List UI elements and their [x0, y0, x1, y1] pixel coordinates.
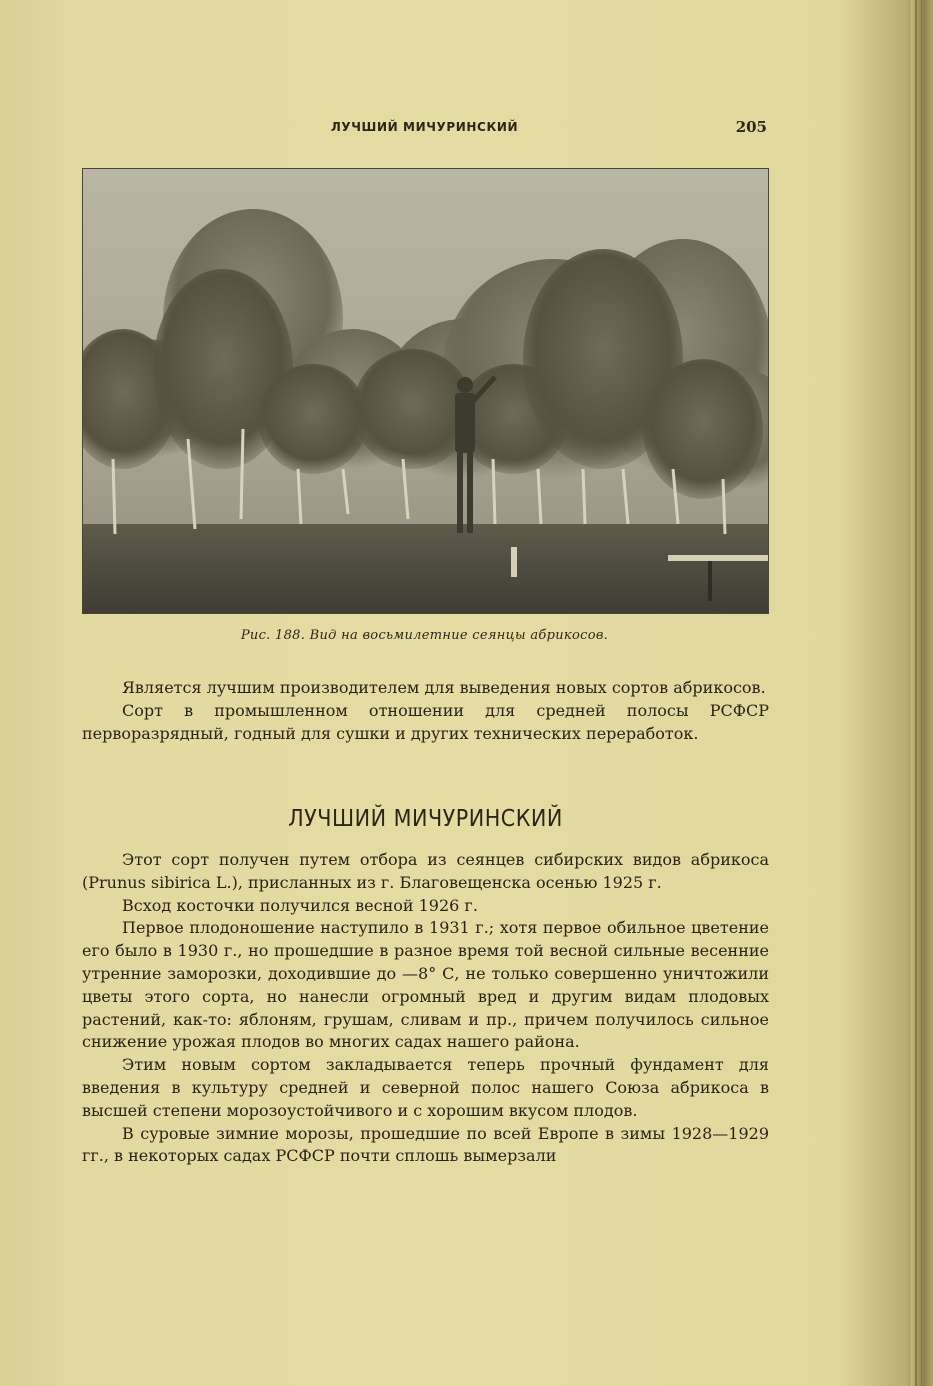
page-edge — [911, 0, 933, 1386]
section-text — [82, 849, 769, 1168]
intro-text — [82, 677, 769, 745]
paragraph: Сорт в промышленном отношении для средней полосы РСФСР перворазрядный, годный для сушки и других технических переработок. — [82, 700, 769, 743]
paragraph: Первое плодоношение наступило в 1931 г.; хотя первое обильное цветение его было в 1930 г., но прошедшие в разное время той весной сильные весенние утренние заморозки, доходившие до —8° С, не только совершенно уничтожили цветы этого сорта, но нанесли огромный вред и другим видам плодовых растений, как-то: яблоням, грушам, сливам и пр., причем получилось сильное снижение урожая плодов во многих садах нашего района. — [82, 918, 769, 1052]
page-number: 205 — [735, 118, 767, 136]
running-head — [82, 120, 767, 140]
running-title: ЛУЧШИЙ МИЧУРИНСКИЙ — [330, 120, 519, 134]
paragraph: Является лучшим производителем для выведения новых сортов абрикосов. — [122, 678, 766, 697]
paragraph: Этим новым сортом закладывается теперь прочный фундамент для введения в культуру средней и северной полос нашего Союза абрикоса в высшей степени морозоустойчивого и с хорошим вкусом плодов. — [82, 1055, 769, 1120]
paragraph: Всход косточки получился весной 1926 г. — [122, 895, 478, 915]
paragraph: В суровые зимние морозы, прошедшие по всей Европе в зимы 1928—1929 гг., в некоторых садах РСФСР почти сплошь вымерзали — [82, 1123, 769, 1166]
figure-caption: Рис. 188. Вид на восьмилетние сеянцы абрикосов. — [240, 628, 609, 643]
section-heading: ЛУЧШИЙ МИЧУРИНСКИЙ — [288, 806, 563, 832]
orchard-photo — [82, 168, 769, 614]
paragraph: Этот сорт получен путем отбора из сеянцев сибирских видов абрикоса (Prunus sibirica L.), присланных из г. Благовещенска осенью 1925 г. — [82, 850, 769, 892]
